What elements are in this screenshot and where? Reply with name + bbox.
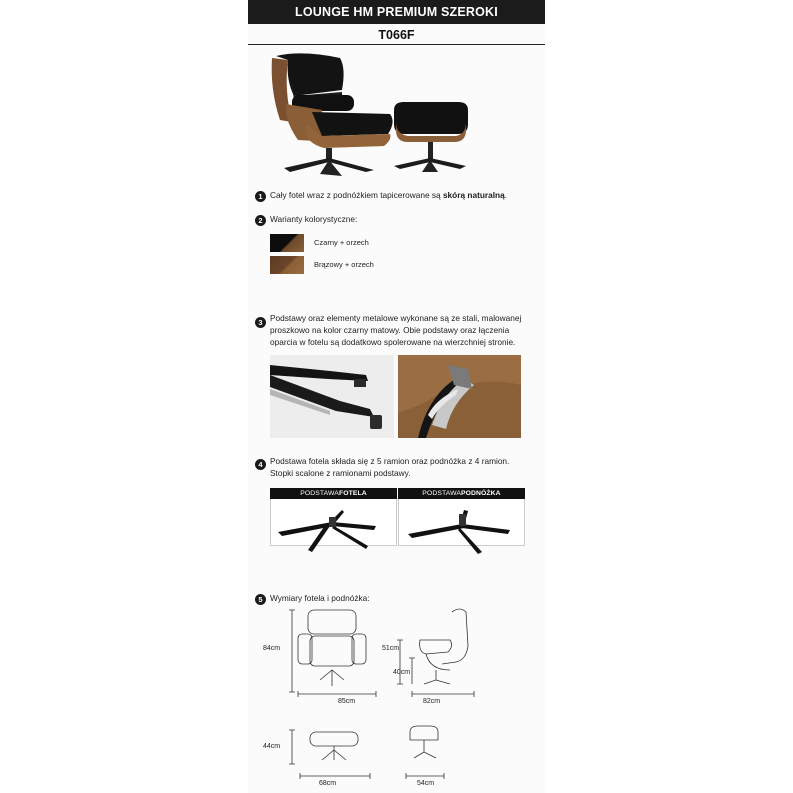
item-3-line-2: proszkowo na kolor czarny matowy. Obie podstawy oraz łączenia [270,325,510,335]
chair-base-header [270,488,397,499]
ottoman-base-label-b: PODNÓŻKA [460,490,501,497]
item-3-number: 3 [255,317,266,328]
armrest-joint-photo [398,355,521,438]
dim-chair-depth: 82cm [423,698,441,705]
chair-base-image [272,500,394,556]
dimension-drawings [260,600,540,793]
dim-seat-upper: 51cm [382,645,400,652]
dim-chair-height: 84cm [263,645,281,652]
dim-chair-width: 85cm [338,698,356,705]
dim-ottoman-depth: 54cm [417,780,435,787]
item-1-number: 1 [255,191,266,202]
chair-base-label-a: PODSTAWA [300,490,339,497]
item-4-line-2: Stopki scalone z ramionami podstawy. [270,468,411,478]
base-detail-photo [270,355,394,438]
product-title: LOUNGE HM PREMIUM SZEROKI [248,0,545,24]
item-1-text-before: Cały fotel wraz z podnóżkiem tapicerowane są [270,190,443,200]
item-1-text [270,190,540,202]
ottoman-base-label-a: PODSTAWA [422,490,461,497]
product-code: T066F [248,25,545,45]
item-5-number: 5 [255,594,266,605]
ottoman-base-image [400,500,522,556]
ottoman-base-header [398,488,525,499]
item-2-number: 2 [255,215,266,226]
item-4-line-1: Podstawa fotela składa się z 5 ramion oraz podnóżka z 4 ramion. [270,456,510,466]
swatch-brown-walnut [270,256,304,274]
swatch-black-walnut [270,234,304,252]
item-1-text-bold: skórą naturalną [442,190,505,200]
dim-ottoman-width: 68cm [319,780,337,787]
item-1-text-after: . [504,190,508,200]
chair-base-label-b: FOTELA [338,490,367,497]
item-5-text: Wymiary fotela i podnóżka: [270,593,370,603]
item-4-number: 4 [255,459,266,470]
hero-chair-image [262,50,532,180]
dim-ottoman-height: 44cm [263,743,281,750]
item-2-text: Warianty kolorystyczne: [270,214,358,224]
item-3-line-3: oparcia w fotelu są dodatkowo spolerowane na wierzchniej stronie. [270,337,516,347]
item-3-line-1: Podstawy oraz elementy metalowe wykonane są ze stali, malowanej [270,313,522,323]
dim-seat-lower: 40cm [393,669,411,676]
variant-1-label: Czarny + orzech [314,238,369,247]
variant-2-label: Brązowy + orzech [314,260,374,269]
